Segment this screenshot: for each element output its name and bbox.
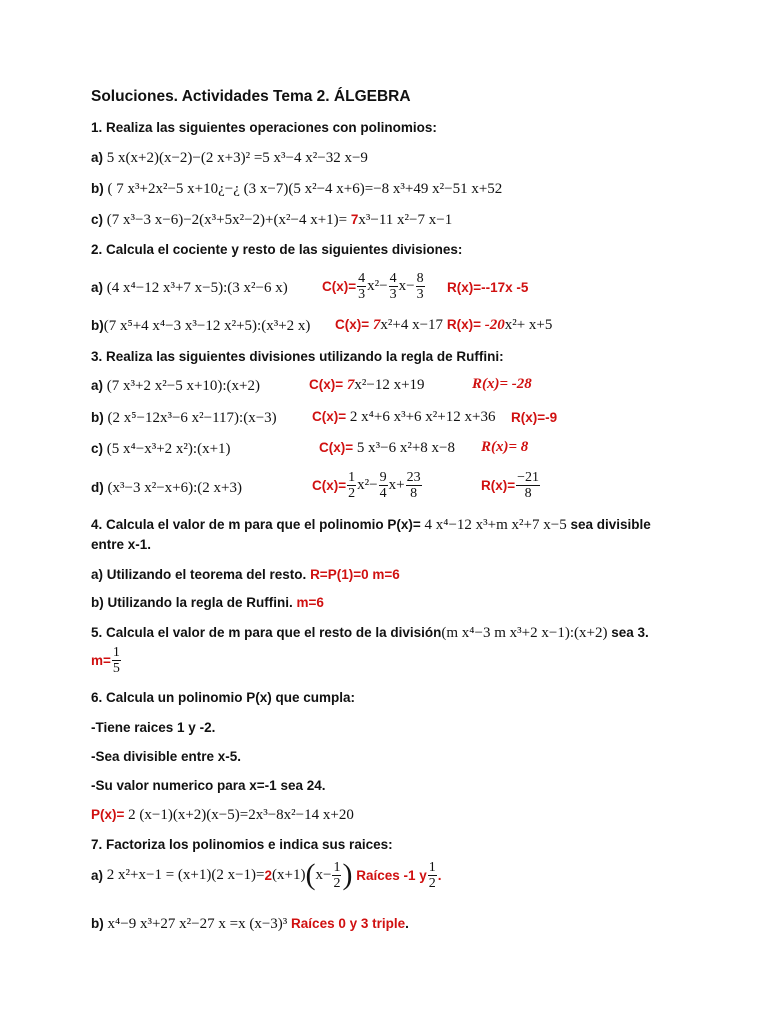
q3-c [91,440,231,458]
q6-condition-1: -Tiene raices 1 y -2. [91,720,216,735]
q3-b [91,409,277,427]
q2-a-c-label: C(x)= [322,279,357,294]
q6-answer: P(x)= 2 (x−1)(x+2)(x−5)=2x³−8x²−14 x+20 [91,807,354,823]
q3-b-quotient: C(x)= 2 x⁴+6 x³+6 x²+12 x+36 [312,409,496,425]
q3-b-remainder: R(x)=-9 [511,410,558,425]
q1-b [91,180,502,198]
q4-heading-cont: entre x-1. [91,537,152,552]
q5-heading: 5. Calcula el valor de m para que el resto de la división(m x⁴−3 m x³+2 x−1):(x+2) sea 3. [91,625,649,641]
page-title: Soluciones. Actividades Tema 2. ÁLGEBRA [91,88,411,105]
q4-heading: 4. Calcula el valor de m para que el polinomio P(x)= 4 x⁴−12 x³+m x²+7 x−5 sea divisible [91,517,651,533]
q1-c [91,211,452,229]
q1-a [91,149,368,167]
q2-b-c-label: C(x)= [335,317,373,332]
q1-a-expr: 5 x(x+2)(x−2)−(2 x+3)² =5 x³−4 x²−32 x−9 [106,150,368,166]
q3-d-expr: (x³−3 x²−x+6):(2 x+3) [107,480,242,496]
q2-a-frac3: $\frac{8}{3}$ [416,271,424,302]
q2-b-r-red: -20 [484,317,505,333]
q1-heading: 1. Realiza las siguientes operaciones con polinomios: [91,120,437,135]
q3-a-expr: (7 x³+2 x²−5 x+10):(x+2) [106,378,261,394]
q3-c-label: c) [91,441,104,456]
q1-a-label: a) [91,150,104,165]
q6-condition-3: -Su valor numerico para x=-1 sea 24. [91,778,326,793]
q2-b-label: b) [91,318,104,333]
q1-b-label: b) [91,181,104,196]
q2-a-quotient: C(x)= $\frac{4}{3}$ x²− $\frac{4}{3}$ x− $\frac{8}{3}$ [322,271,424,302]
q3-c-remainder: R(x)= 8 [481,439,529,455]
q1-c-red-coef: 7 [350,212,359,227]
q5-division: (m x⁴−3 m x³+2 x−1):(x+2) [441,625,608,641]
q3-d-label: d) [91,480,104,495]
q3-a-quotient: C(x)= 7x²−12 x+19 [309,377,425,393]
q4-polynomial: 4 x⁴−12 x³+m x²+7 x−5 [424,517,567,533]
q2-a-frac1: $\frac{4}{3}$ [358,271,366,302]
q6-heading: 6. Calcula un polinomio P(x) que cumpla: [91,690,356,705]
q7-a-roots: Raíces -1 y [356,867,427,883]
q3-b-label: b) [91,410,104,425]
q1-c-expr: (7 x³−3 x−6)−2(x³+5x²−2)+(x²−4 x+1)= [106,212,351,228]
q3-a [91,377,260,395]
q3-a-label: a) [91,378,104,393]
q2-b-r-expr: x²+ x+5 [504,317,553,333]
q2-b-r-label: R(x)= [446,317,485,332]
q3-d-remainder: R(x)= $\frac{-21}{8}$ [481,470,540,501]
q1-b-expr: ( 7 x³+2x²−5 x+10¿−¿ (3 x−7)(5 x²−4 x+6)=−8 x³+49 x²−51 x+52 [107,181,503,197]
q3-d-quotient: C(x)= $\frac{1}{2}$ x²− $\frac{9}{4}$ x+ $\frac{23}{8}$ [312,470,421,501]
q5-answer: m= $\frac{1}{5}$ [91,645,120,676]
q2-a [91,279,288,297]
q2-b-expr: (7 x⁵+4 x⁴−3 x³−12 x²+5):(x³+2 x) [103,318,311,334]
q2-b-c-red: 7 [372,317,381,333]
q2-b-quotient [335,317,552,334]
q4-b: b) Utilizando la regla de Ruffini. m=6 [91,595,324,610]
q6-condition-2: -Sea divisible entre x-5. [91,749,242,764]
q3-b-expr: (2 x⁵−12x³−6 x²−117):(x−3) [107,410,277,426]
q3-a-remainder: R(x)= -28 [472,376,532,392]
q2-heading: 2. Calcula el cociente y resto de las siguientes divisiones: [91,242,463,257]
q1-c-expr-result: x³−11 x²−7 x−1 [358,212,453,228]
q7-b-roots: Raíces 0 y 3 triple [291,916,406,931]
q3-c-expr: (5 x⁴−x³+2 x²):(x+1) [106,441,231,457]
q7-heading: 7. Factoriza los polinomios e indica sus raices: [91,837,393,852]
q7-b: b) x⁴−9 x³+27 x²−27 x =x (x−3)³ Raíces 0 y 3 triple. [91,916,409,932]
q2-a-frac2: $\frac{4}{3}$ [389,271,397,302]
q2-a-label: a) [91,280,104,295]
q2-a-remainder: R(x)=--17x -5 [447,280,529,295]
q1-c-label: c) [91,212,104,227]
q4-a: a) Utilizando el teorema del resto. R=P(1)=0 m=6 [91,567,400,582]
q2-b [91,317,310,335]
q3-d [91,479,242,497]
q4-b-answer: m=6 [296,595,324,610]
q2-b-c-expr: x²+4 x−17 [380,317,444,333]
q3-c-quotient: C(x)= 5 x³−6 x²+8 x−8 [319,440,456,456]
q2-a-expr: (4 x⁴−12 x³+7 x−5):(3 x²−6 x) [106,280,288,296]
q3-heading: 3. Realiza las siguientes divisiones utilizando la regla de Ruffini: [91,349,504,364]
q4-a-answer: R=P(1)=0 m=6 [310,567,400,582]
q7-a: a) 2 x²+x−1 = (x+1)(2 x−1)= 2 (x+1) ( x− $\frac{1}{2}$ ) Raíces -1 y $\frac{1}{2}$ . [91,858,442,891]
